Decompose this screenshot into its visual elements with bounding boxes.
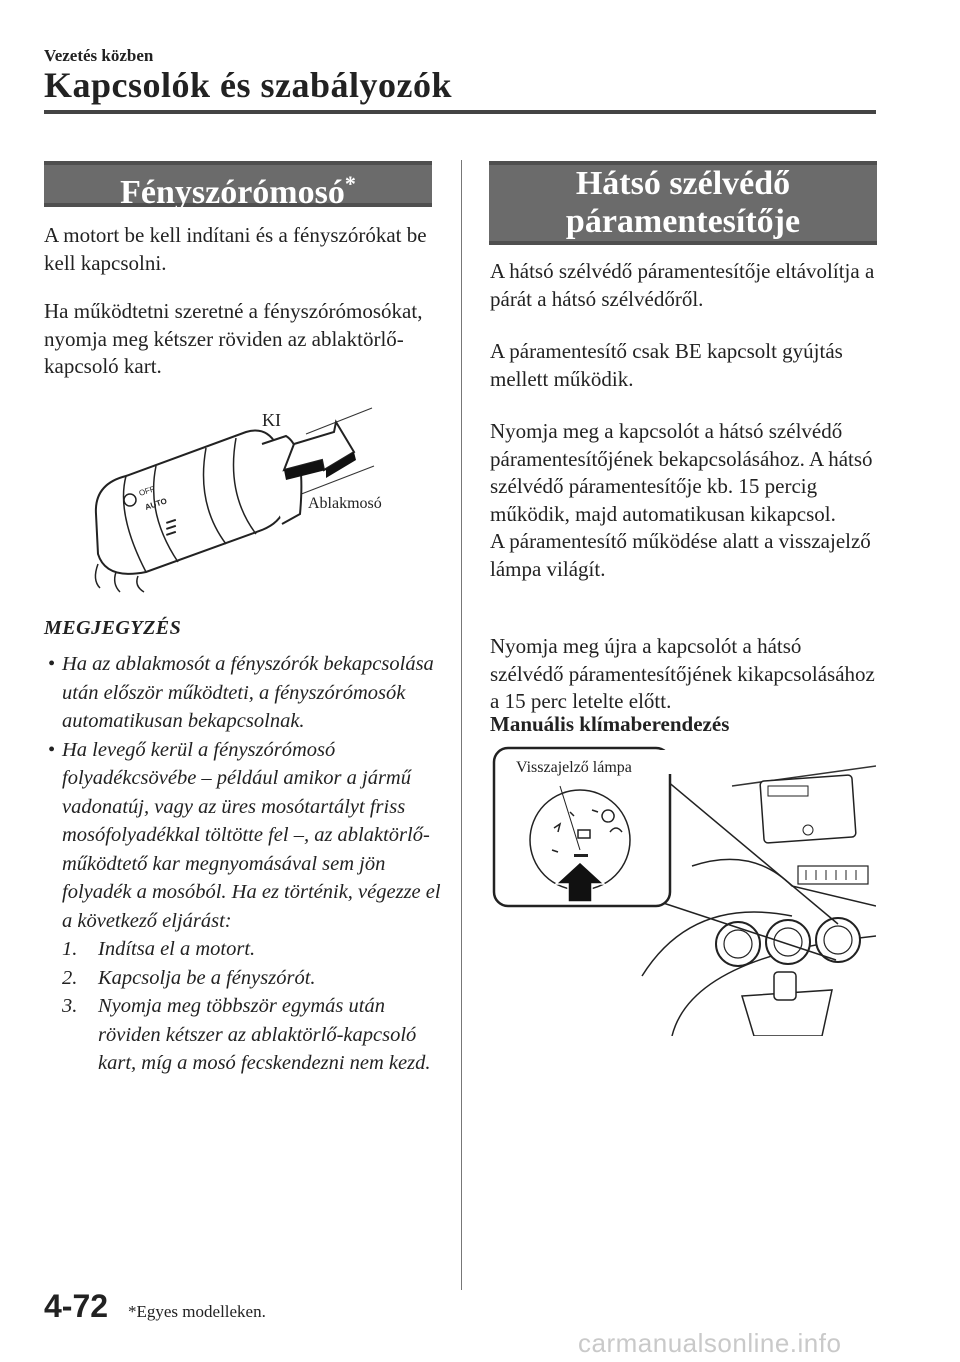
defroster-ignition-paragraph: A páramentesítő csak BE kapcsolt gyújtás mellett működik.: [490, 339, 843, 391]
step-number: 2.: [62, 966, 78, 989]
washer-label: Ablakmosó: [308, 495, 382, 512]
page-number: 4-72: [44, 1288, 109, 1324]
note-bullet-1: • Ha az ablakmosót a fényszórók bekapcsolása után először működteti, a fényszórómosók automatikusan bekapcsolnak.: [46, 650, 446, 736]
note-title: MEGJEGYZÉS: [44, 617, 182, 639]
step-number: 3.: [62, 995, 78, 1017]
step-text: Indítsa el a motort.: [98, 938, 256, 960]
headlamp-washer-heading: [44, 161, 432, 211]
climate-control-illustration: [492, 746, 876, 1036]
column-divider: [461, 160, 462, 1290]
step-text: Nyomja meg többször egymás után röviden kétszer az ablaktörlő-kapcsoló kart, míg a mosó fecskendezni nem kezd.: [98, 995, 431, 1074]
watermark: carmanualsonline.info: [578, 1328, 842, 1358]
wiper-lever-illustration: [86, 404, 416, 594]
climate-control-figure: [492, 746, 876, 1036]
washer-operation-paragraph: Ha működtetni szeretné a fényszórómosókat, nyomja meg kétszer röviden az ablaktörlő-kapcsoló kart.: [44, 299, 423, 378]
note-body: [46, 650, 446, 1078]
defroster-intro-paragraph: A hátsó szélvédő páramentesítője eltávolítja a párát a hátsó szélvédőről.: [490, 259, 875, 311]
headlamp-washer-heading-text: Fényszórómosó: [120, 174, 345, 211]
off-position-label: OFF: [137, 484, 156, 498]
washer-intro-paragraph: A motort be kell indítani és a fényszórókat be kell kapcsolni.: [44, 223, 427, 275]
procedure-step: [46, 992, 446, 1078]
off-direction-label: KI: [262, 410, 281, 430]
indicator-lamp-label: Visszajelző lámpa: [516, 759, 632, 776]
section-kicker: Vezetés közben: [44, 46, 154, 65]
push-arrow: [284, 422, 356, 480]
wiper-lever-figure: [86, 404, 416, 594]
rear-defroster-heading-line2: páramentesítője: [565, 203, 801, 240]
defroster-on-paragraph: Nyomja meg a kapcsolót a hátsó szélvédő páramentesítőjének bekapcsolásához. A hátsó szélvédő páramentesítője kb. 15 percig működik, majd automatikusan kikapcsol. A páramentesítő működése alatt a visszajelző lámpa világít.: [490, 419, 873, 581]
rear-defroster-heading: [489, 161, 877, 245]
note-bullet-2: • Ha levegő kerül a fényszórómosó folyadékcsövébe – például amikor a jármű vadonatúj, vagy az üres mosótartályt friss mosófolyadékkal töltötte fel –, az ablaktörlő-működtető kar megnyomásával sem jön folyadék a mosóból. Ha ez történik, végezze el a következő eljárást:: [46, 736, 446, 936]
footnote: *Egyes modelleken.: [128, 1302, 266, 1321]
rear-defroster-heading-line1: Hátsó szélvédő: [575, 165, 791, 202]
step-text: Kapcsolja be a fényszórót.: [98, 966, 316, 989]
manual-climate-subheading: Manuális klímaberendezés: [490, 712, 730, 736]
page-title: Kapcsolók és szabályozók: [44, 65, 453, 105]
auto-position-label: AUTO: [143, 496, 169, 512]
optional-mark: *: [344, 171, 356, 196]
title-rule: [44, 110, 876, 114]
procedure-step: [46, 935, 446, 964]
procedure-step: [46, 964, 446, 993]
defroster-off-paragraph: Nyomja meg újra a kapcsolót a hátsó szélvédő páramentesítőjének kikapcsolásához a 15 perc letelte előtt.: [490, 634, 875, 713]
step-number: 1.: [62, 938, 78, 960]
